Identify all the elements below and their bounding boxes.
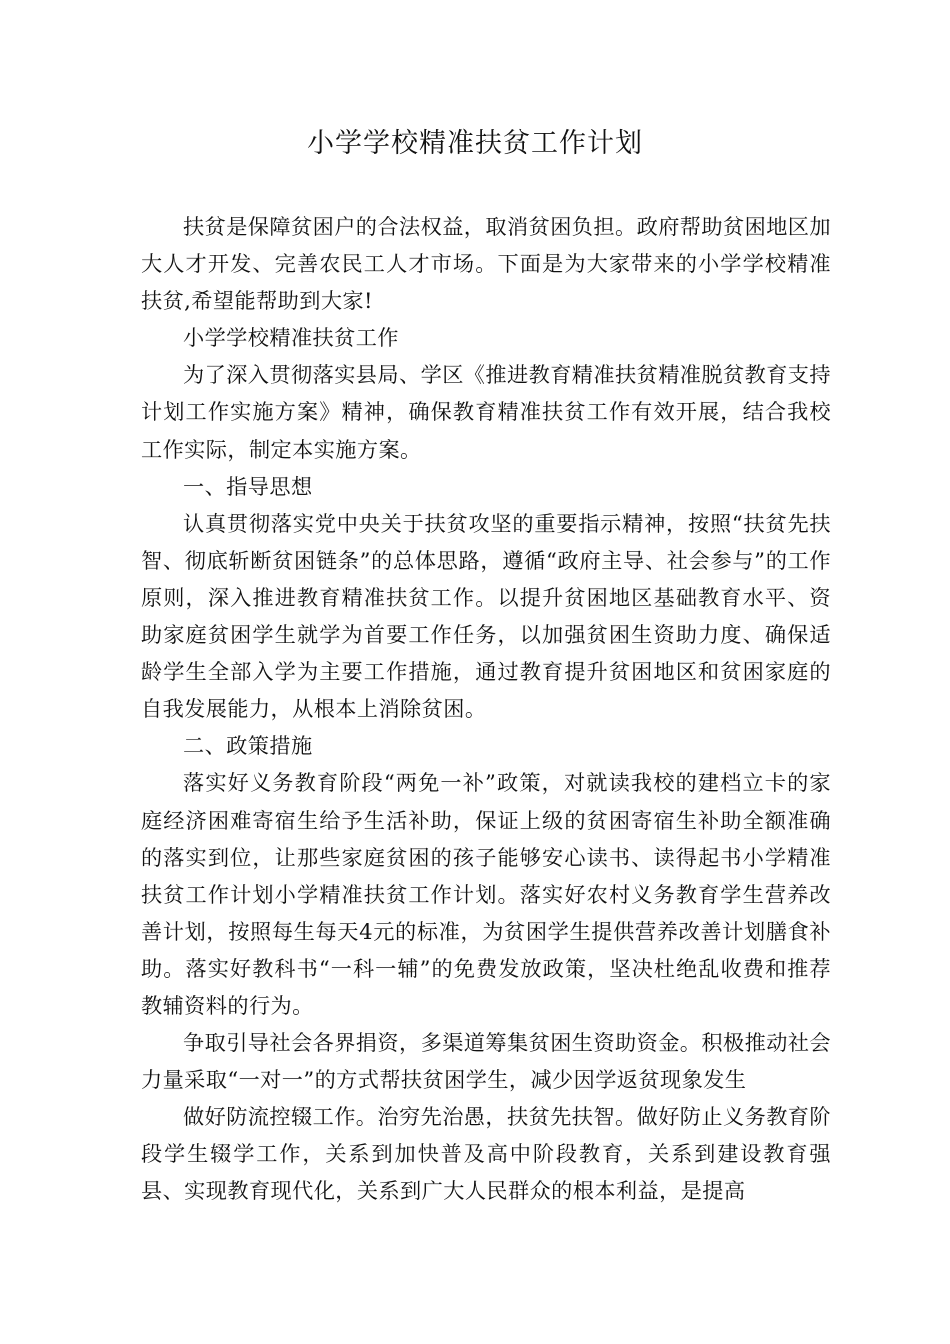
paragraph-subtitle: 小学学校精准扶贫工作 — [183, 325, 399, 351]
section-heading-policy-measures: 二、政策措施 — [183, 733, 313, 759]
document-title: 小学学校精准扶贫工作计划 — [307, 128, 643, 159]
paragraph-purpose: 为了深入贯彻落实县局、学区《推进教育精准扶贫精准脱贫教育支持计划工作实施方案》精神，确保教育精准扶贫工作有效开展，结合我校工作实际，制定本实施方案。 — [141, 362, 831, 462]
paragraph-intro: 扶贫是保障贫困户的合法权益，取消贫困负担。政府帮助贫困地区加大人才开发、完善农民工人才市场。下面是为大家带来的小学学校精准扶贫,希望能帮助到大家! — [141, 214, 831, 314]
section-heading-guiding-thought: 一、指导思想 — [183, 473, 313, 499]
paragraph-donations: 争取引导社会各界捐资，多渠道筹集贫困生资助资金。积极推动社会力量采取“一对一”的方式帮扶贫困学生，减少因学返贫现象发生 — [141, 1030, 831, 1093]
paragraph-dropout-prevention: 做好防流控辍工作。治穷先治愚，扶贫先扶智。做好防止义务教育阶段学生辍学工作，关系到加快普及高中阶段教育，关系到建设教育强县、实现教育现代化，关系到广大人民群众的根本利益，是提高 — [141, 1104, 831, 1204]
paragraph-guiding-thought: 认真贯彻落实党中央关于扶贫攻坚的重要指示精神，按照“扶贫先扶智、彻底斩断贫困链条”的总体思路，遵循“政府主导、社会参与”的工作原则，深入推进教育精准扶贫工作。以提升贫困地区基础教育水平、资助家庭贫困学生就学为首要工作任务，以加强贫困生资助力度、确保适龄学生全部入学为主要工作措施，通过教育提升贫困地区和贫困家庭的自我发展能力，从根本上消除贫困。 — [141, 510, 831, 722]
paragraph-policy-subsidy: 落实好义务教育阶段“两免一补”政策，对就读我校的建档立卡的家庭经济困难寄宿生给予生活补助，保证上级的贫困寄宿生补助全额准确的落实到位，让那些家庭贫困的孩子能够安心读书、读得起书小学精准扶贫工作计划小学精准扶贫工作计划。落实好农村义务教育学生营养改善计划，按照每生每天4元的标准，为贫困学生提供营养改善计划膳食补助。落实好教科书“一科一辅”的免费发放政策，坚决杜绝乱收费和推荐教辅资料的行为。 — [141, 770, 831, 1018]
document-body — [141, 208, 831, 1210]
